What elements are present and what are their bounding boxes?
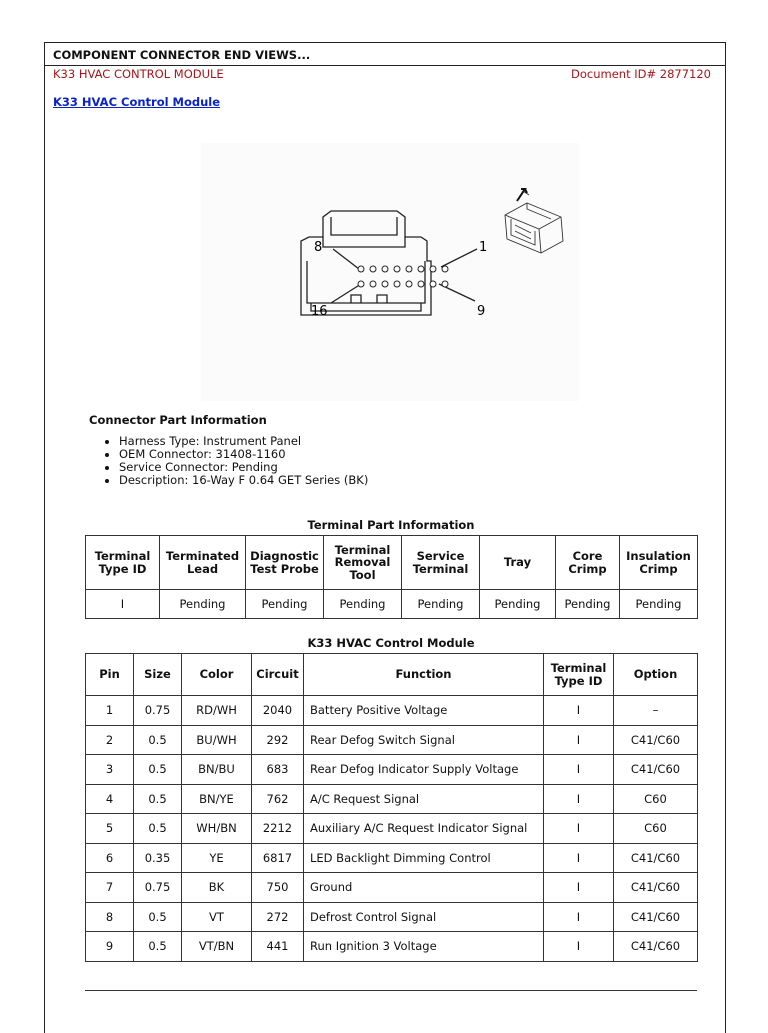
document-title: COMPONENT CONNECTOR END VIEWS...: [53, 48, 311, 62]
table-header-row: [86, 654, 698, 696]
table-cell: YE: [182, 843, 252, 873]
table-cell: Auxiliary A/C Request Indicator Signal: [304, 814, 544, 844]
table-header: Color: [182, 654, 252, 696]
table-cell: C41/C60: [614, 902, 698, 932]
table-cell: 762: [252, 784, 304, 814]
table-cell: Pending: [620, 590, 698, 619]
table-cell: I: [544, 725, 614, 755]
table-cell: 0.5: [134, 725, 182, 755]
table-header: Size: [134, 654, 182, 696]
connector-diagram: [201, 143, 579, 401]
table-header: Diagnostic Test Probe: [246, 536, 324, 590]
bottom-divider: [85, 990, 697, 991]
table-cell: BN/YE: [182, 784, 252, 814]
table-header: Insulation Crimp: [620, 536, 698, 590]
table-header: Terminal Type ID: [86, 536, 160, 590]
table-row: [86, 843, 698, 873]
table-row: [86, 873, 698, 903]
table-cell: 2040: [252, 696, 304, 726]
table-cell: BN/BU: [182, 755, 252, 785]
table-cell: I: [544, 843, 614, 873]
list-item: • OEM Connector: 31408-1160: [119, 448, 368, 461]
header-divider: [45, 65, 725, 66]
table-cell: I: [544, 784, 614, 814]
terminal-part-caption: Terminal Part Information: [307, 518, 475, 532]
table-cell: 5: [86, 814, 134, 844]
table-cell: RD/WH: [182, 696, 252, 726]
table-cell: Pending: [556, 590, 620, 619]
table-cell: Rear Defog Switch Signal: [304, 725, 544, 755]
table-cell: 292: [252, 725, 304, 755]
connector-iso-view: [505, 191, 563, 253]
module-name: K33 HVAC CONTROL MODULE: [53, 67, 224, 81]
table-header: Terminal Removal Tool: [324, 536, 402, 590]
pin-table-body: [86, 696, 698, 962]
table-row: [86, 696, 698, 726]
table-row: [86, 814, 698, 844]
table-cell: 6: [86, 843, 134, 873]
pin-table-caption: K33 HVAC Control Module: [307, 636, 475, 650]
table-row: [86, 725, 698, 755]
table-header-row: [86, 536, 698, 590]
table-cell: 9: [86, 932, 134, 962]
table-row: [86, 932, 698, 962]
table-cell: 0.35: [134, 843, 182, 873]
table-header: Function: [304, 654, 544, 696]
table-header: Circuit: [252, 654, 304, 696]
connector-info-list: [101, 435, 368, 487]
table-cell: 6817: [252, 843, 304, 873]
table-header: Terminal Type ID: [544, 654, 614, 696]
terminal-part-table: [85, 535, 698, 619]
pin-table: [85, 653, 698, 962]
table-cell: Pending: [480, 590, 556, 619]
table-cell: 1: [86, 696, 134, 726]
table-cell: 0.75: [134, 696, 182, 726]
table-cell: 441: [252, 932, 304, 962]
list-item: • Harness Type: Instrument Panel: [119, 435, 368, 448]
table-cell: 0.75: [134, 873, 182, 903]
table-cell: 272: [252, 902, 304, 932]
connector-end-view-drawing: [201, 143, 579, 401]
table-header: Service Terminal: [402, 536, 480, 590]
pin-label-8: 8: [314, 240, 323, 255]
table-cell: 683: [252, 755, 304, 785]
table-cell: Run Ignition 3 Voltage: [304, 932, 544, 962]
table-cell: I: [544, 814, 614, 844]
table-cell: 7: [86, 873, 134, 903]
table-cell: 750: [252, 873, 304, 903]
table-cell: Pending: [324, 590, 402, 619]
pin-label-9: 9: [477, 304, 486, 319]
table-cell: WH/BN: [182, 814, 252, 844]
table-cell: I: [544, 696, 614, 726]
table-cell: 0.5: [134, 784, 182, 814]
table-header: Terminated Lead: [160, 536, 246, 590]
connector-info-title: Connector Part Information: [89, 413, 267, 427]
table-cell: 0.5: [134, 902, 182, 932]
table-cell: 2: [86, 725, 134, 755]
table-cell: 8: [86, 902, 134, 932]
table-header: Tray: [480, 536, 556, 590]
table-cell: C41/C60: [614, 725, 698, 755]
table-cell: C60: [614, 814, 698, 844]
arrow-icon: [517, 189, 527, 201]
table-cell: Rear Defog Indicator Supply Voltage: [304, 755, 544, 785]
table-cell: VT/BN: [182, 932, 252, 962]
table-row: [86, 755, 698, 785]
table-row: [86, 590, 698, 619]
table-header: Pin: [86, 654, 134, 696]
table-cell: LED Backlight Dimming Control: [304, 843, 544, 873]
module-link[interactable]: K33 HVAC Control Module: [53, 95, 221, 109]
table-cell: C41/C60: [614, 843, 698, 873]
table-cell: A/C Request Signal: [304, 784, 544, 814]
table-cell: Pending: [402, 590, 480, 619]
list-item: • Service Connector: Pending: [119, 461, 368, 474]
table-cell: C41/C60: [614, 932, 698, 962]
table-cell: I: [544, 932, 614, 962]
document-frame: [44, 42, 726, 1033]
table-cell: –: [614, 696, 698, 726]
table-cell: Pending: [246, 590, 324, 619]
table-cell: 4: [86, 784, 134, 814]
table-cell: VT: [182, 902, 252, 932]
table-cell: I: [86, 590, 160, 619]
table-header: Option: [614, 654, 698, 696]
table-cell: I: [544, 755, 614, 785]
table-cell: 3: [86, 755, 134, 785]
table-cell: I: [544, 902, 614, 932]
table-cell: C41/C60: [614, 873, 698, 903]
table-cell: 0.5: [134, 755, 182, 785]
pin-label-1: 1: [479, 240, 488, 255]
table-row: [86, 784, 698, 814]
table-row: [86, 902, 698, 932]
table-cell: I: [544, 873, 614, 903]
table-cell: BK: [182, 873, 252, 903]
table-cell: Ground: [304, 873, 544, 903]
table-cell: C41/C60: [614, 755, 698, 785]
table-cell: Battery Positive Voltage: [304, 696, 544, 726]
document-id: Document ID# 2877120: [571, 67, 711, 81]
table-cell: Pending: [160, 590, 246, 619]
table-header: Core Crimp: [556, 536, 620, 590]
table-cell: Defrost Control Signal: [304, 902, 544, 932]
pin-label-16: 16: [311, 304, 328, 319]
table-cell: C60: [614, 784, 698, 814]
table-cell: 2212: [252, 814, 304, 844]
table-cell: 0.5: [134, 932, 182, 962]
table-cell: BU/WH: [182, 725, 252, 755]
table-cell: 0.5: [134, 814, 182, 844]
list-item: • Description: 16-Way F 0.64 GET Series (BK): [119, 474, 368, 487]
